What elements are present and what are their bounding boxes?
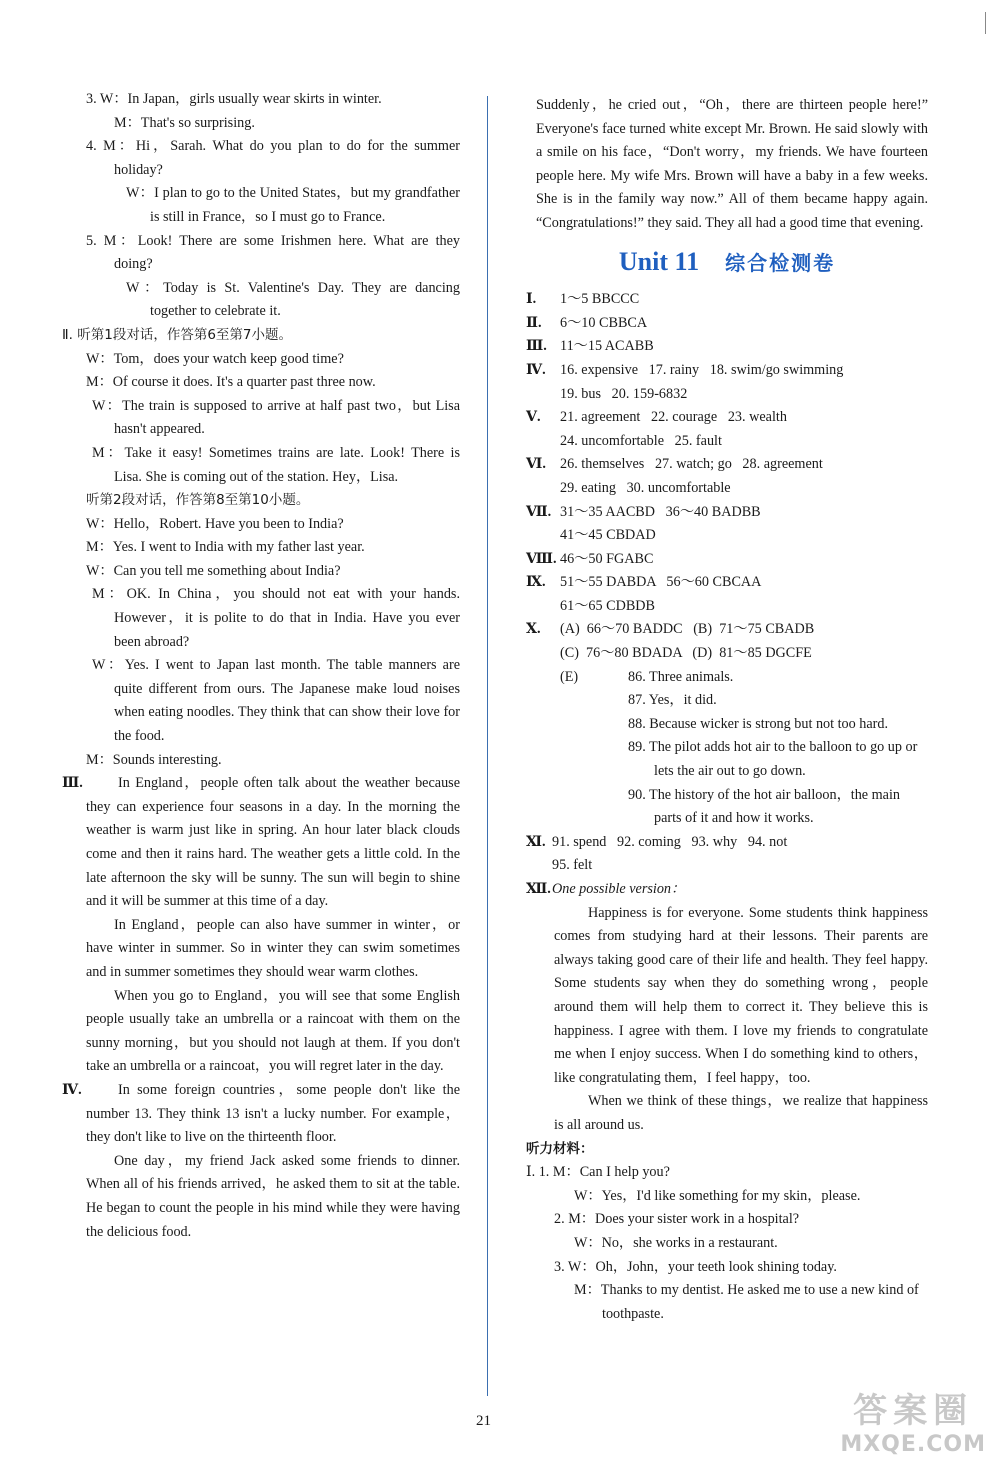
answer-row — [526, 359, 928, 406]
text-line: M：Sounds interesting. — [86, 751, 222, 768]
roman-numeral: Ⅱ. — [526, 314, 542, 331]
text-line: One day，my friend Jack asked some friends to dinner. When all of his friends arrived，he asked them to sit at the table. He began to count the people in his mind while they were having the delicious food. — [86, 1152, 460, 1240]
answer-line: 46～50 FGABC — [560, 550, 654, 567]
answer-values — [560, 335, 654, 359]
dialogue-line: W：No，she works in a restaurant. — [574, 1234, 778, 1251]
answer-line: 11～15 ACABB — [560, 338, 654, 355]
answer-line: 24. uncomfortable 25. fault — [560, 432, 722, 449]
text-line: 3. W：In Japan，girls usually wear skirts in winter. — [86, 91, 382, 107]
dialogue-line: 2. M：Does your sister work in a hospital? — [554, 1211, 800, 1228]
passage-paragraph — [62, 1079, 460, 1150]
answer-row — [526, 618, 928, 665]
text-line: W：Tom，does your watch keep good time? — [86, 350, 344, 367]
corner-mark — [977, 12, 986, 34]
answer-row — [526, 335, 928, 359]
text-line: 听第2段对话，作答第8至第10小题。 — [86, 492, 310, 509]
answer-row — [526, 453, 928, 500]
answer-values — [560, 406, 787, 453]
answer-item: 89. The pilot adds hot air to the balloon to go up or lets the air out to go down. — [628, 739, 918, 780]
section-e-items — [560, 666, 928, 831]
roman-numeral: Ⅵ. — [526, 456, 546, 473]
listening-title: 听力材料： — [526, 1140, 594, 1157]
answer-line: 1～5 BBCCC — [560, 291, 640, 308]
answer-line: 29. eating 30. uncomfortable — [560, 479, 731, 496]
unit-subtitle: 综合检测卷 — [725, 250, 836, 275]
answer-values — [560, 571, 761, 618]
answer-row-xi — [526, 831, 928, 878]
watermark — [840, 1383, 986, 1457]
answer-item: 90. The history of the hot air balloon，the main parts of it and how it works. — [628, 786, 901, 827]
page-number: 21 — [476, 1413, 491, 1429]
story-continuation: Suddenly，he cried out，“Oh，there are thirteen people here!” Everyone's face turned white except Mr. Brown. He said slowly with a smile on his face，“Don't worry，my friends. We have fourteen people here. My wife Mrs. Brown will have a baby in a few weeks. She is in the family way now.” All of them became happy again. “Congratulations!” they said. They all had a good time that evening. — [536, 97, 928, 231]
right-column — [526, 94, 928, 1326]
answer-line: 21. agreement 22. courage 23. wealth — [560, 409, 787, 426]
essay-paragraph: Happiness is for everyone. Some students think happiness comes from studying hard at their lessons. Their parents are always taking good care of their life and health. They feel happy. Some students say when they do something wrong，people around them will help them to correct it. They believe this is happiness. I agree with them. I love my friends to congratulate me when I enjoy success. When I do something kind to others，like congratulating them，I feel happy，too. — [554, 904, 928, 1086]
roman-numeral: Ⅲ. — [62, 775, 83, 792]
column-divider — [487, 96, 488, 1396]
answer-values — [560, 359, 843, 406]
answer-row — [526, 571, 928, 618]
answer-values — [560, 548, 653, 572]
roman-numeral: Ⅳ. — [62, 1081, 82, 1098]
answer-row — [526, 501, 928, 548]
answer-line: 6～10 CBBCA — [560, 314, 648, 331]
text-line: M：That's so surprising. — [114, 114, 255, 131]
roman-numeral: Ⅲ. — [526, 338, 547, 355]
answer-list — [526, 288, 928, 666]
text-line: 4. M：Hi，Sarah. What do you plan to do for the summer holiday? — [86, 138, 460, 178]
passage-paragraph — [62, 772, 460, 914]
watermark-logo: 答案圈 — [853, 1391, 974, 1431]
dialogue-line: Ⅰ. 1. M：Can I help you? — [526, 1164, 670, 1181]
text-line: W：The train is supposed to arrive at half past two，but Lisa hasn't appeared. — [92, 397, 460, 438]
answer-line: 95. felt — [552, 857, 593, 874]
roman-numeral: Ⅳ. — [526, 361, 546, 378]
answer-line: 91. spend 92. coming 93. why 94. not — [552, 833, 788, 850]
answer-row — [526, 288, 928, 312]
text-line: W：Hello，Robert. Have you been to India? — [86, 515, 344, 532]
answer-item: 87. Yes，it did. — [628, 692, 717, 709]
answer-values — [560, 453, 823, 500]
text-line: M：Of course it does. It's a quarter past three now. — [86, 374, 376, 391]
answer-values — [560, 501, 761, 548]
essay-paragraph: When we think of these things，we realize that happiness is all around us. — [554, 1093, 928, 1133]
text-line: W：Can you tell me something about India? — [86, 562, 341, 579]
dialogue-line: 3. W：Oh，John，your teeth look shining today. — [554, 1258, 837, 1275]
answer-line: 41～45 CBDAD — [560, 527, 656, 544]
answer-line: 19. bus 20. 159-6832 — [560, 385, 688, 402]
text-line: M：Yes. I went to India with my father last year. — [86, 539, 365, 556]
text-line: In England，people can also have summer in winter，or have winter in summer. So in winter they can swim sometimes and in summer sometimes they should wear warm clothes. — [86, 916, 460, 980]
roman-numeral: Ⅶ. — [526, 503, 552, 520]
roman-numeral: Ⅰ. — [526, 291, 537, 308]
text-line: W：I plan to go to the United States，but my grandfather is still in France，so I must go to France. — [126, 185, 460, 225]
sample-essay — [526, 902, 928, 1138]
answer-line: 51～55 DABDA 56～60 CBCAA — [560, 574, 762, 591]
unit-heading — [526, 246, 928, 279]
answer-values — [552, 831, 787, 878]
answer-line: 16. expensive 17. rainy 18. swim/go swimming — [560, 361, 844, 378]
text-line: 5. M：Look! There are some Irishmen here. What are they doing? — [86, 232, 460, 273]
answer-values — [560, 618, 814, 665]
answer-row — [526, 312, 928, 336]
dialogue-line: W：Yes，I'd like something for my skin，please. — [574, 1187, 861, 1204]
passage-text: In England，people often talk about the weather because they can experience four seasons in a day. In the morning the weather is warm just like in spring. An hour later black clouds come and then it rains hard. The weather gets a little cold. In the late afternoon the sky will be sunny. The sun will begin to shine and it will be summer at this time of a day. — [86, 775, 460, 910]
answer-values — [560, 288, 639, 312]
listening-material — [526, 1161, 928, 1326]
roman-numeral: Ⅺ. — [526, 833, 546, 850]
roman-numeral: Ⅻ. — [526, 881, 551, 897]
answer-row-xii — [526, 878, 928, 902]
roman-numeral: Ⅸ. — [526, 574, 546, 591]
text-line: M：OK. In China，you should not eat with your hands. However，it is polite to do that in India. Have you ever been abroad? — [92, 586, 460, 650]
answer-line: 26. themselves 27. watch; go 28. agreement — [560, 456, 823, 473]
answer-item: 88. Because wicker is strong but not too hard. — [628, 715, 889, 732]
essay-label: One possible version： — [552, 881, 686, 897]
answer-row — [526, 548, 928, 572]
unit-title: Unit 11 — [618, 246, 700, 276]
answer-values — [560, 312, 647, 336]
text-line: M：Take it easy! Sometimes trains are late. Look! There is Lisa. She is coming out of the station. Hey，Lisa. — [92, 444, 460, 485]
answer-line: (A) 66～70 BADDC (B) 71～75 CBADB — [560, 621, 815, 638]
section-e — [526, 666, 928, 831]
answer-row — [526, 406, 928, 453]
answer-line: (C) 76～80 BDADA (D) 81～85 DGCFE — [560, 645, 812, 662]
answer-line: 31～35 AACBD 36～40 BADBB — [560, 503, 761, 520]
dialogue-line: M：Thanks to my dentist. He asked me to use a new kind of toothpaste. — [574, 1282, 919, 1322]
text-line: W：Today is St. Valentine's Day. They are dancing together to celebrate it. — [126, 279, 460, 320]
text-line: W：Yes. I went to Japan last month. The table manners are quite different from ours. The Japanese make loud noises when eating noodles. They think that can show their love for the food. — [92, 657, 460, 745]
text-line: When you go to England，you will see that some English people usually take an umbrella or a raincoat with them on the sunny morning，but you should not laugh at them. If you don't take an umbrella or a raincoat，you will regret later in the day. — [86, 987, 460, 1075]
passage-text: In some foreign countries，some people don't like the number 13. They think 13 isn't a lucky number. For example，they don't like to live on the thirteenth floor. — [86, 1081, 460, 1146]
section-e-label: (E) — [560, 668, 579, 685]
left-column — [62, 88, 460, 1244]
answer-item: 86. Three animals. — [628, 668, 734, 685]
roman-numeral: Ⅴ. — [526, 409, 541, 426]
answer-line: 61～65 CDBDB — [560, 597, 655, 614]
text-line: Ⅱ. 听第1段对话，作答第6至第7小题。 — [62, 326, 292, 343]
watermark-url: MXQE.COM — [840, 1432, 986, 1457]
roman-numeral: Ⅹ. — [526, 621, 541, 638]
roman-numeral: Ⅷ. — [526, 550, 557, 567]
